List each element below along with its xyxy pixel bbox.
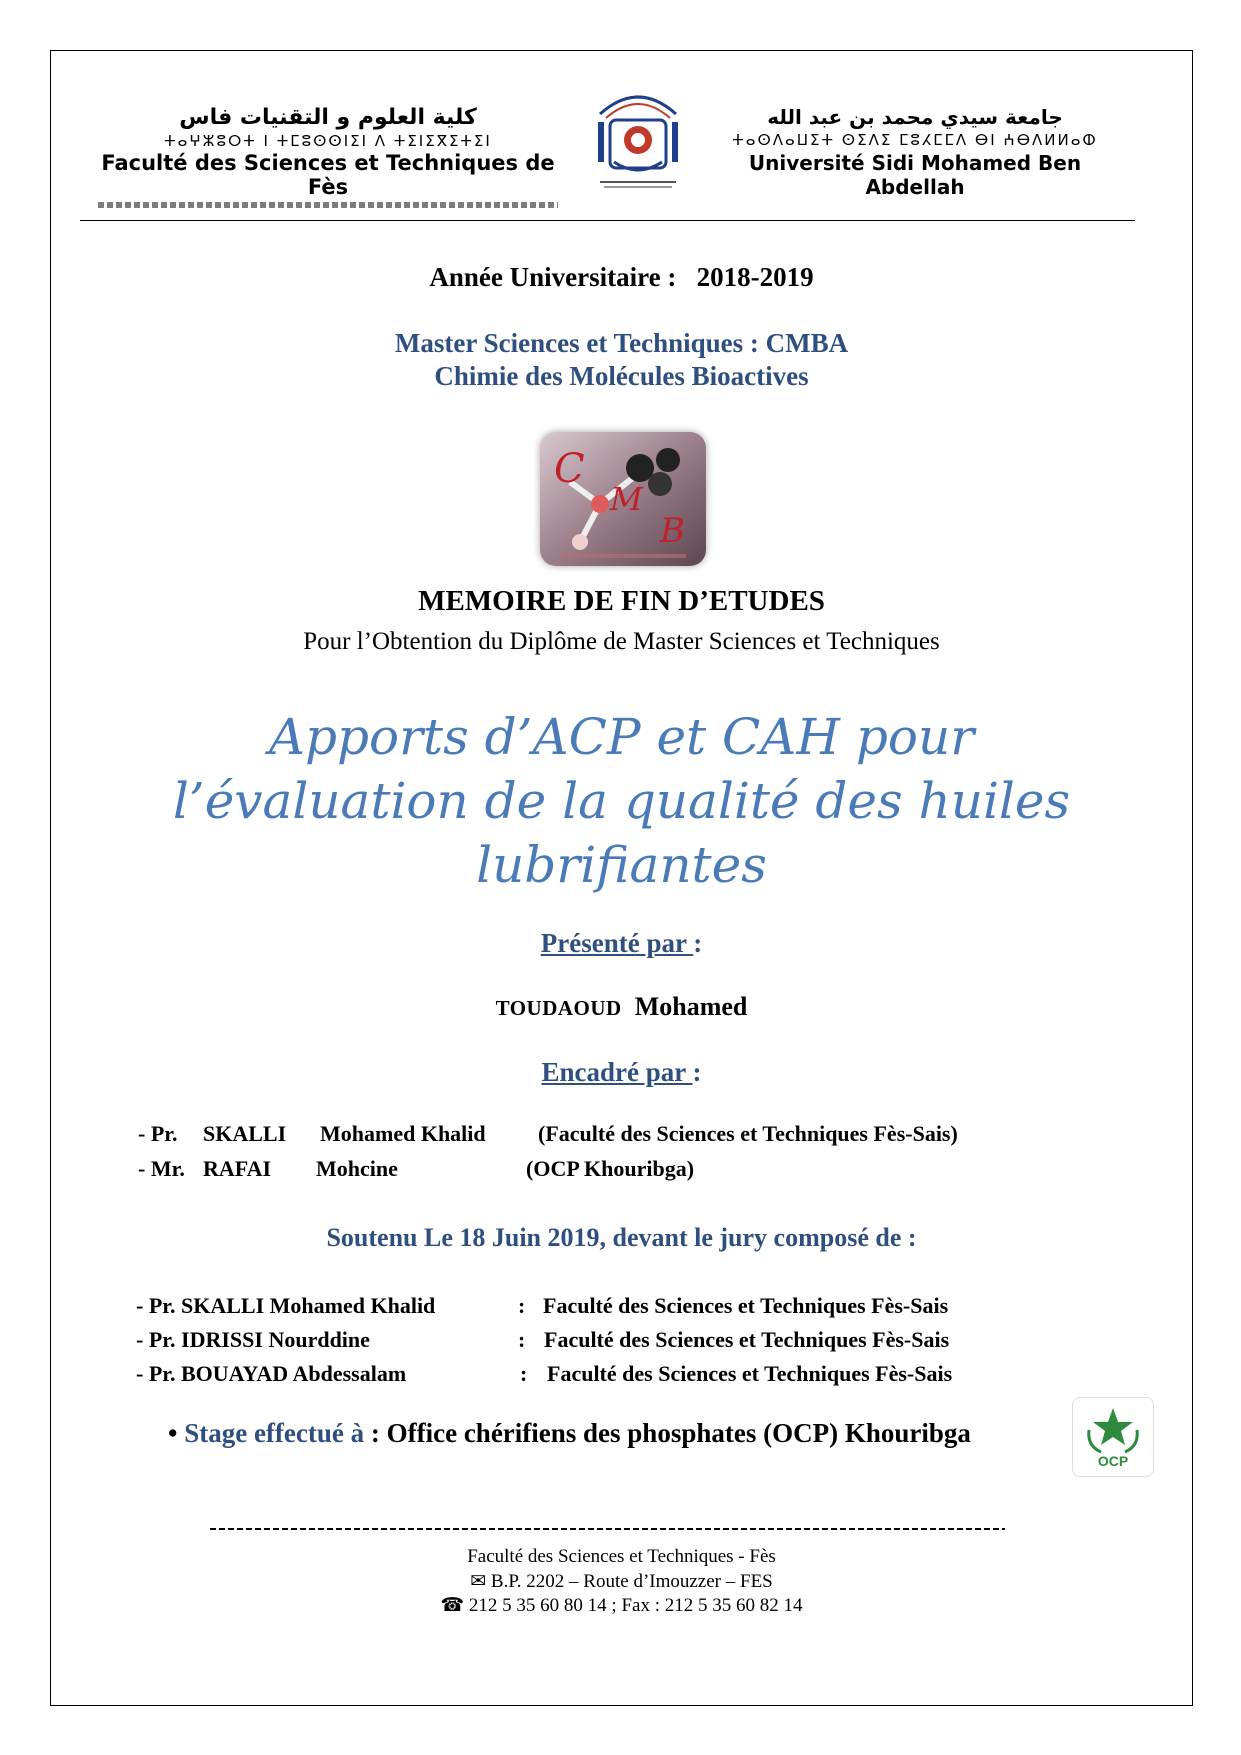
footer-address-1: Faculté des Sciences et Techniques - Fès	[467, 1546, 776, 1567]
faculty-name-arabic: كلية العلوم و التقنيات فاس	[179, 105, 477, 130]
supervisor-2-first: Mohcine	[316, 1156, 398, 1181]
university-name-french: Université Sidi Mohamed Ben Abdellah	[748, 151, 1082, 199]
defense-statement: Soutenu Le 18 Juin 2019, devant le jury composé de :	[326, 1223, 917, 1252]
thesis-title	[50, 705, 1193, 897]
footer-phone-text: 212 5 35 60 80 14 ; Fax : 212 5 35 60 82 14	[468, 1595, 803, 1616]
cmb-letter-c: C	[554, 446, 585, 492]
thesis-title-line-1: Apports d’ACP et CAH pour	[268, 708, 975, 766]
footer-address-2-text: B.P. 2202 – Route d’Imouzzer – FES	[490, 1571, 773, 1592]
faculty-name-french: Faculté des Sciences et Techniques de Fès	[101, 151, 555, 199]
university-crest-icon	[590, 82, 686, 192]
phone-icon: ☎	[440, 1595, 469, 1616]
diploma-purpose: Pour l’Obtention du Diplôme de Master Sciences et Techniques	[303, 628, 940, 655]
thesis-title-line-3: lubrifiantes	[476, 836, 767, 894]
supervisor-2-org: (OCP Khouribga)	[526, 1156, 695, 1181]
jury-1-sep: :	[518, 1293, 526, 1318]
jury-1-org: Faculté des Sciences et Techniques Fès-Sais	[543, 1293, 949, 1318]
master-specialty: Chimie des Molécules Bioactives	[434, 361, 809, 391]
jury-3-org: Faculté des Sciences et Techniques Fès-Sais	[547, 1361, 953, 1386]
cmb-letter-b: B	[660, 511, 685, 551]
supervisor-2-last: RAFAI	[203, 1156, 272, 1181]
faculty-name-tifinagh: ⵜⴰⵖⵣⵓⵔⵜ Ⅰ ⵜⵎⵓⵙⵙⵏⵉⵏ ⴷ ⵜⵉⵏⵉⴳⵉⵜⵉⵏ	[164, 132, 492, 150]
cmb-letter-m: M	[610, 480, 643, 518]
footer-divider	[210, 1528, 1005, 1530]
academic-year-value: 2018-2019	[696, 262, 814, 292]
ocp-logo-text: OCP	[1097, 1453, 1129, 1469]
molecule-icon	[540, 432, 706, 566]
author-name	[50, 992, 1193, 1022]
supervisor-1-first: Mohamed Khalid	[320, 1121, 486, 1146]
supervisor-1-last: SKALLI	[203, 1121, 287, 1146]
footer-phone	[50, 1594, 1193, 1617]
author-first-name: Mohamed	[634, 992, 748, 1021]
presented-by-heading	[50, 928, 1193, 959]
memoire-heading: MEMOIRE DE FIN D’ETUDES	[418, 585, 825, 617]
thesis-title-line-2: l’évaluation de la qualité des huiles	[172, 772, 1071, 830]
author-last-name: TOUDAOUD	[495, 996, 622, 1020]
internship-label: Stage effectué à	[184, 1418, 365, 1448]
supervised-by-label: Encadré par	[541, 1057, 693, 1087]
supervisor-1-prefix: - Pr.	[138, 1121, 178, 1146]
footer-address-2	[50, 1570, 1193, 1593]
header-divider	[80, 220, 1135, 221]
supervised-by-heading	[50, 1057, 1193, 1088]
university-header	[715, 105, 1115, 199]
ocp-star-icon	[1073, 1398, 1153, 1476]
faculty-header	[98, 105, 558, 208]
academic-year	[50, 262, 1193, 293]
supervised-by-colon: :	[692, 1057, 702, 1087]
supervisor-1-org: (Faculté des Sciences et Techniques Fès-Sais)	[538, 1121, 958, 1146]
jury-2-name: - Pr. IDRISSI Nourddine	[136, 1327, 370, 1352]
internship-line	[168, 1418, 971, 1449]
university-name-arabic: جامعة سيدي محمد بن عبد الله	[767, 105, 1063, 129]
master-program: Master Sciences et Techniques : CMBA	[394, 328, 849, 358]
jury-1-name: - Pr. SKALLI Mohamed Khalid	[136, 1293, 436, 1318]
jury-2-org: Faculté des Sciences et Techniques Fès-Sais	[544, 1327, 950, 1352]
university-name-tifinagh: ⵜⴰⵙⴷⴰⵡⵉⵜ ⵙⵉⴷⵉ ⵎⵓⵃⵎⵎⴷ ⴱⵏ ⵄⴱⴷⵍⵍⴰⵀ	[732, 131, 1098, 149]
supervisor-2-prefix: - Mr.	[138, 1156, 185, 1181]
internship-value: : Office chérifiens des phosphates (OCP) Khouribga	[370, 1418, 971, 1448]
jury-2-sep: :	[518, 1327, 526, 1352]
ocp-logo	[1072, 1397, 1154, 1477]
academic-year-label: Année Universitaire :	[429, 262, 677, 292]
mailbox-icon: ✉	[470, 1571, 491, 1592]
bullet-icon: •	[168, 1418, 185, 1448]
jury-3-name: - Pr. BOUAYAD Abdessalam	[136, 1361, 407, 1386]
presented-by-colon: :	[693, 928, 703, 958]
cmb-logo	[540, 432, 706, 566]
faculty-underline	[98, 202, 558, 208]
jury-3-sep: :	[520, 1361, 528, 1386]
presented-by-label: Présenté par	[540, 928, 694, 958]
